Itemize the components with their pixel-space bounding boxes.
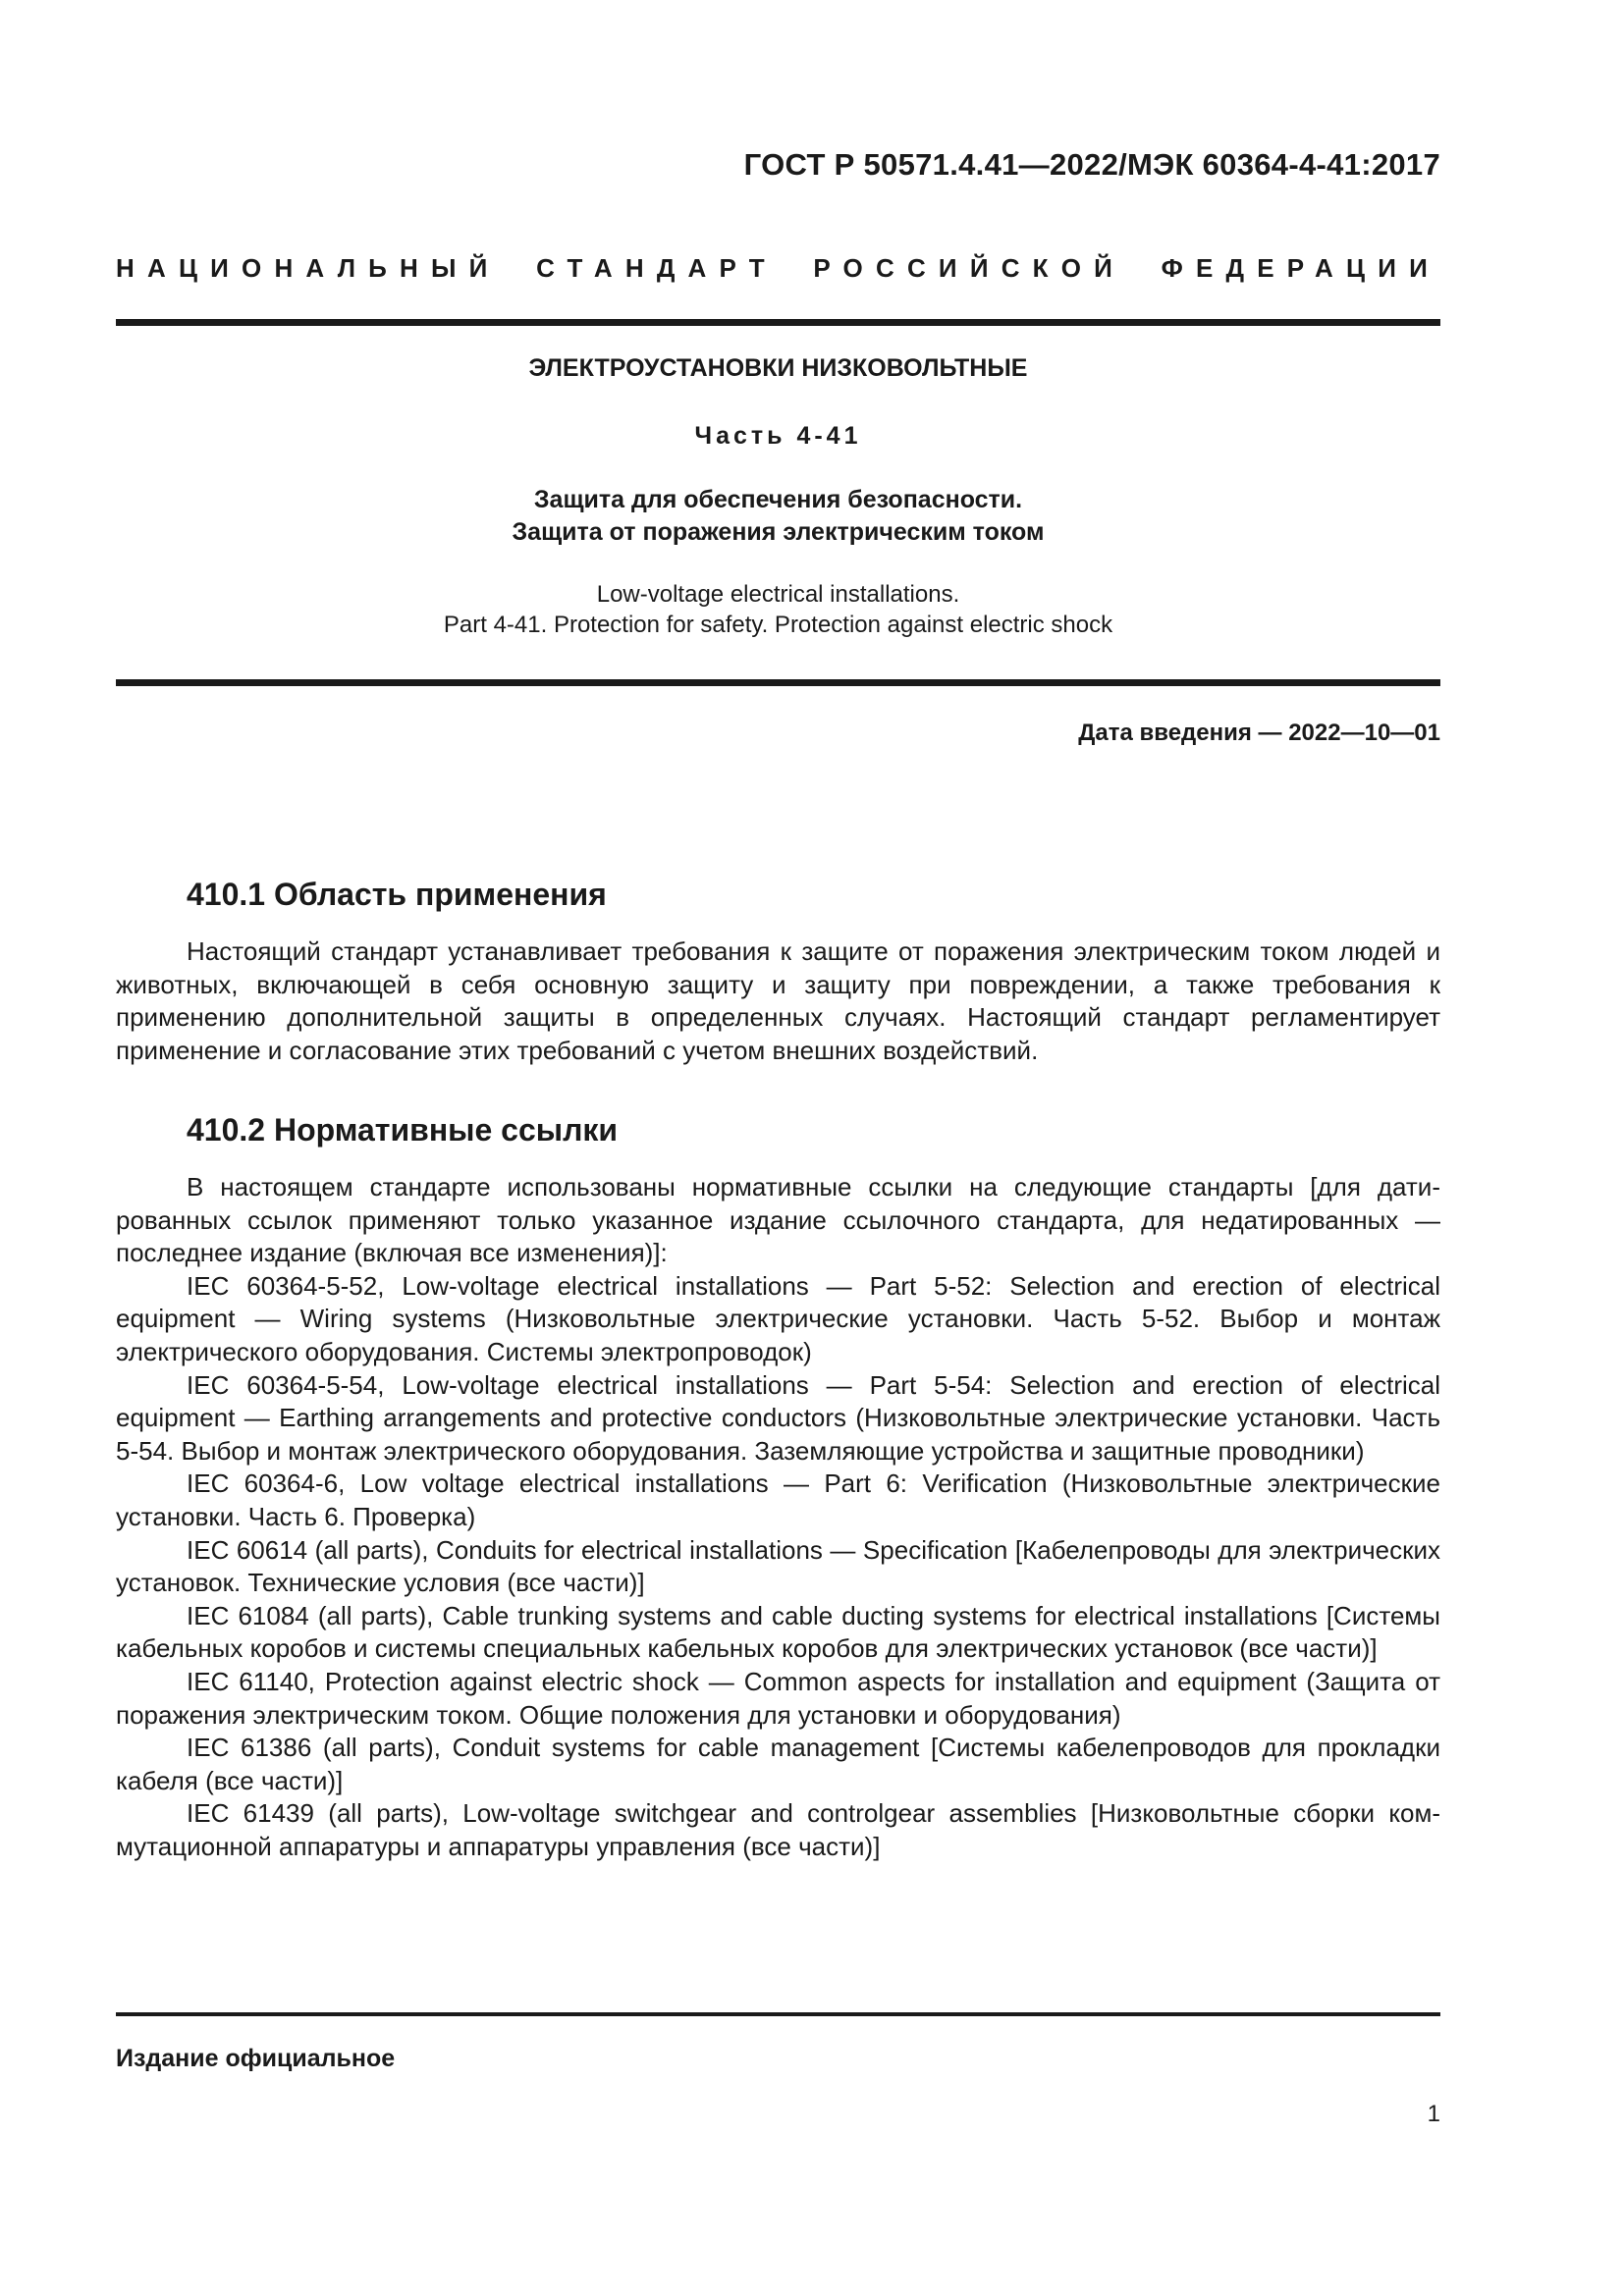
part-number: Часть 4-41: [694, 422, 862, 450]
footer-divider: [116, 2012, 1440, 2016]
reference-item: IEC 61439 (all parts), Low-voltage switchgear and controlgear assemblies [Низковольтные сборки коммутационной аппаратуры и аппаратуры управления (все части)]: [116, 1798, 1440, 1861]
reference-item: IEC 61386 (all parts), Conduit systems for cable management [Системы кабелепроводов для прокладки кабеля (все части)]: [116, 1733, 1440, 1795]
official-edition-label: Издание официальное: [116, 2045, 396, 2072]
reference-item: IEC 61140, Protection against electric shock — Common aspects for installation and equipment (Защита от поражения электрическим током. Общие положения для установки и оборудования): [116, 1666, 1440, 1730]
english-title: [116, 579, 1440, 640]
reference-item: IEC 60364-5-54, Low-voltage electrical installations — Part 5-54: Selection and erection of electrical equipment — Earthing arrangements and protective conductors (Низковольтные электрические установки. Часть 5-54. Выбор и монтаж электрического оборудования. Заземляющие устройства и защитные проводники): [116, 1369, 1440, 1466]
national-standard-banner: НАЦИОНАЛЬНЫЙ СТАНДАРТ РОССИЙСКОЙ ФЕДЕРАЦИИ: [116, 253, 1440, 283]
top-divider: [116, 319, 1440, 326]
reference-item: IEC 61084 (all parts), Cable trunking systems and cable ducting systems for electrical installations [Системы кабельных коробов и системы специальных кабельных коробов для электрических установок (все части)]: [116, 1600, 1440, 1664]
paragraph: В настоящем стандарте использованы нормативные ссылки на следующие стандарты [для датированных ссылок применяют только указанное издание ссылочного стандарта, для недатированных — последнее издание (включая все изменения)]:: [116, 1172, 1440, 1268]
subtitle-line: Защита для обеспечения безопасности.: [533, 486, 1023, 513]
reference-item: IEC 60364-6, Low voltage electrical installations — Part 6: Verification (Низковольтные электрические установки. Часть 6. Проверка): [116, 1468, 1440, 1531]
reference-item: IEC 60364-5-52, Low-voltage electrical installations — Part 5-52: Selection and erection of electrical equipment — Wiring systems (Низковольтные электрические установки. Часть 5-52. Выбор и монтаж электрического оборудования. Системы электропроводок): [116, 1270, 1440, 1366]
paragraph: Настоящий стандарт устанавливает требования к защите от поражения электрическим током людей и животных, включающей в себя основную защиту и защиту при повреждении, а также требования к применению дополнительной защиты в определенных случаях. Настоящий стандарт регламентирует применение и согласование этих требований с учетом внешних воздействий.: [116, 936, 1440, 1065]
english-title-line: Part 4-41. Protection for safety. Protection against electric shock: [443, 612, 1113, 638]
reference-item: IEC 60614 (all parts), Conduits for electrical installations — Specification [Кабелепроводы для электрических установок. Технические условия (все части)]: [116, 1534, 1440, 1598]
section-heading-normative-references: 410.2 Нормативные ссылки: [187, 1112, 619, 1148]
english-title-line: Low-voltage electrical installations.: [596, 581, 960, 608]
title-divider: [116, 679, 1440, 686]
section-heading-scope: 410.1 Область применения: [187, 877, 607, 912]
section-body-normative-references: [116, 1171, 1440, 1863]
page-number: 1: [1427, 2101, 1440, 2127]
standard-designation: ГОСТ Р 50571.4.41—2022/МЭК 60364-4-41:2017: [743, 147, 1440, 182]
date-of-introduction: Дата введения — 2022—10—01: [1078, 720, 1440, 746]
document-subtitle: [116, 484, 1440, 549]
document-title: ЭЛЕКТРОУСТАНОВКИ НИЗКОВОЛЬТНЫЕ: [528, 354, 1028, 382]
section-body-scope: [116, 935, 1440, 1067]
subtitle-line: Защита от поражения электрическим током: [512, 518, 1045, 546]
